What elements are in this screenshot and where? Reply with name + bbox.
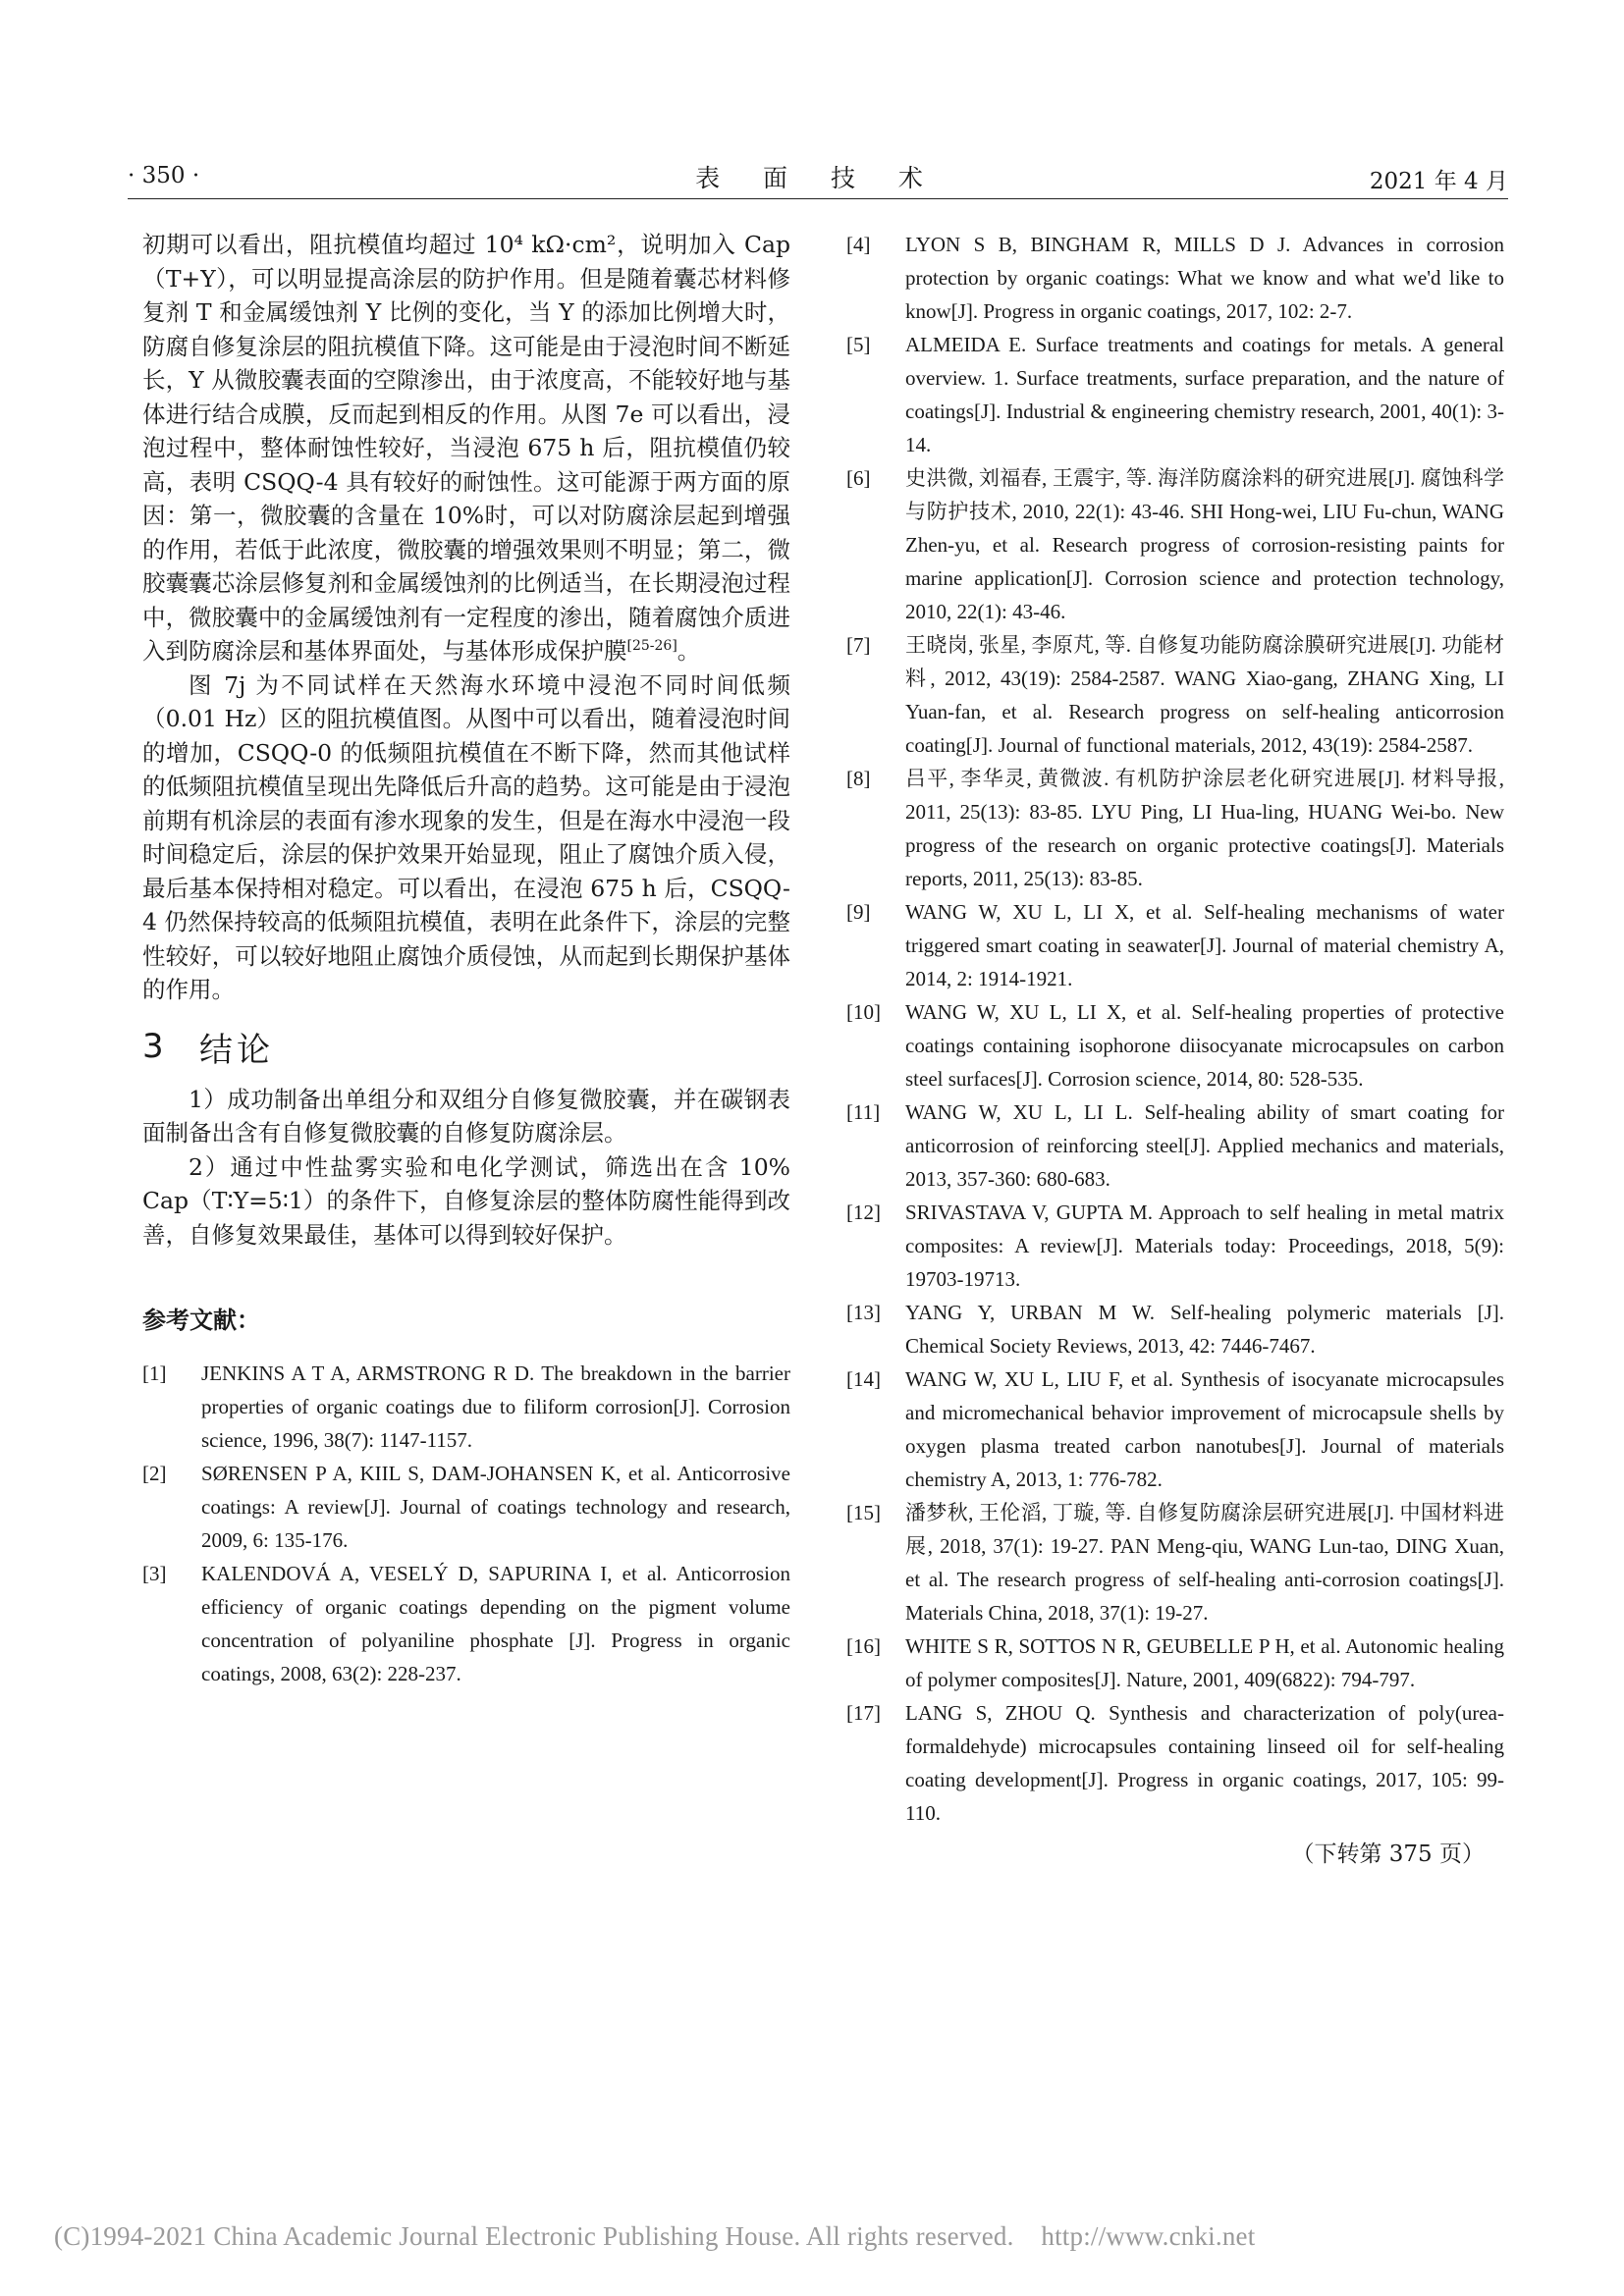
reference-text: WANG W, XU L, LIU F, et al. Synthesis of isocyanate microcapsules and micromechanical behavior improvement of microcapsule shells by oxygen plasma treated carbon nanotubes[J]. Journal of materials chemistry A, 2013, 1: 776-782. xyxy=(905,1367,1504,1491)
reference-number: [13] xyxy=(846,1301,881,1324)
body-paragraph xyxy=(142,228,790,668)
reference-item xyxy=(142,1557,790,1690)
running-header xyxy=(128,157,1508,196)
reference-text: YANG Y, URBAN M W. Self-healing polymeric materials [J]. Chemical Society Reviews, 2013, 42: 7446-7467. xyxy=(905,1301,1504,1358)
section-title: 结论 xyxy=(199,1030,274,1070)
copyright-text: (C)1994-2021 China Academic Journal Electronic Publishing House. All rights reserved. xyxy=(54,2221,1014,2251)
right-column xyxy=(846,228,1504,1868)
reference-text: 吕平, 李华灵, 黄微波. 有机防护涂层老化研究进展[J]. 材料导报, 2011, 25(13): 83-85. LYU Ping, LI Hua-ling, HUANG Wei-bo. New progress of the research on organic protective coatings[J]. Materials reports, 2011, 25(13): 83-85. xyxy=(905,767,1504,890)
reference-number: [12] xyxy=(846,1201,881,1224)
reference-text: LYON S B, BINGHAM R, MILLS D J. Advances in corrosion protection by organic coatings: What we know and what we'd like to know[J]. Progress in organic coatings, 2017, 102: 2-7. xyxy=(905,233,1504,323)
reference-text: WANG W, XU L, LI X, et al. Self-healing mechanisms of water triggered smart coating in seawater[J]. Journal of material chemistry A, 2014, 2: 1914-1921. xyxy=(905,900,1504,990)
references-heading: 参考文献： xyxy=(142,1306,260,1334)
reference-item xyxy=(846,1629,1504,1696)
paragraph-text: 初期可以看出，阻抗模值均超过 10⁴ kΩ·cm²，说明加入 Cap（T+Y），可以明显提高涂层的防护作用。但是随着囊芯材料修复剂 T 和金属缓蚀剂 Y 比例的变化，当 Y 的添加比例增大时，防腐自修复涂层的阻抗模值下降。这可能是由于浸泡时间不断延长，Y 从微胶囊表面的空隙渗出，由于浓度高，不能较好地与基体进行结合成膜，反而起到相反的作用。从图 7e 可以看出，浸泡过程中，整体耐蚀性较好，当浸泡 675 h 后，阻抗模值仍较高，表明 CSQQ-4 具有较好的耐蚀性。这可能源于两方面的原因：第一，微胶囊的含量在 10%时，可以对防腐涂层起到增强的作用，若低于此浓度，微胶囊的增强效果则不明显；第二，微胶囊囊芯涂层修复剂和金属缓蚀剂的比例适当，在长期浸泡过程中，微胶囊中的金属缓蚀剂有一定程度的渗出，随着腐蚀介质进入到防腐涂层和基体界面处，与基体形成保护膜 xyxy=(142,231,790,665)
header-rule xyxy=(128,198,1508,199)
reference-number: [8] xyxy=(846,767,871,790)
footer-url[interactable]: http://www.cnki.net xyxy=(1041,2221,1256,2251)
reference-item xyxy=(846,1095,1504,1196)
reference-item xyxy=(846,895,1504,995)
reference-list-right xyxy=(846,228,1504,1830)
body-paragraph: 图 7j 为不同试样在天然海水环境中浸泡不同时间低频（0.01 Hz）区的阻抗模值图。从图中可以看出，随着浸泡时间的增加，CSQQ-0 的低频阻抗模值在不断下降，然而其他试样的低频阻抗模值呈现出先降低后升高的趋势。这可能是由于浸泡前期有机涂层的表面有渗水现象的发生，但是在海水中浸泡一段时间稳定后，涂层的保护效果开始显现，阻止了腐蚀介质入侵，最后基本保持相对稳定。可以看出，在浸泡 675 h 后，CSQQ-4 仍然保持较高的低频阻抗模值，表明在此条件下，涂层的完整性较好，可以较好地阻止腐蚀介质侵蚀，从而起到长期保护基体的作用。 xyxy=(142,670,790,1003)
reference-text: 史洪微, 刘福春, 王震宇, 等. 海洋防腐涂料的研究进展[J]. 腐蚀科学与防护技术, 2010, 22(1): 43-46. SHI Hong-wei, LIU Fu-chun, WANG Zhen-yu, et al. Research progress of corrosion-resisting paints for marine application[J]. Corrosion science and protection technology, 2010, 22(1): 43-46. xyxy=(905,466,1504,623)
reference-number: [1] xyxy=(142,1362,167,1385)
reference-text: 王晓岗, 张星, 李原芃, 等. 自修复功能防腐涂膜研究进展[J]. 功能材料, 2012, 43(19): 2584-2587. WANG Xiao-gang, ZHANG Xing, LI Yuan-fan, et al. Research progress on self-healing anticorrosion coating[J]. Journal of functional materials, 2012, 43(19): 2584-2587. xyxy=(905,633,1504,757)
reference-number: [6] xyxy=(846,466,871,490)
paragraph-end: 。 xyxy=(677,637,701,665)
issue-date: 2021 年 4 月 xyxy=(1369,169,1508,194)
reference-text: KALENDOVÁ A, VESELÝ D, SAPURINA I, et al. Anticorrosion efficiency of organic coatings depending on the pigment volume concentration of polyaniline phosphate [J]. Progress in organic coatings, 2008, 63(2): 228-237. xyxy=(201,1562,790,1685)
reference-number: [9] xyxy=(846,900,871,924)
reference-item xyxy=(846,1296,1504,1362)
reference-text: WHITE S R, SOTTOS N R, GEUBELLE P H, et al. Autonomic healing of polymer composites[J]. Nature, 2001, 409(6822): 794-797. xyxy=(905,1634,1504,1691)
continued-note: （下转第 375 页） xyxy=(1291,1842,1485,1867)
reference-number: [15] xyxy=(846,1501,881,1524)
reference-number: [7] xyxy=(846,633,871,657)
reference-item xyxy=(846,1196,1504,1296)
citation: [25-26] xyxy=(626,638,677,655)
journal-title: 表 面 技 术 xyxy=(695,164,941,192)
reference-item xyxy=(846,995,1504,1095)
reference-text: ALMEIDA E. Surface treatments and coatings for metals. A general overview. 1. Surface treatments, surface preparation, and the nature of coatings[J]. Industrial & engineering chemistry research, 2001, 40(1): 3-14. xyxy=(905,333,1504,456)
section-heading xyxy=(142,1023,790,1071)
reference-text: JENKINS A T A, ARMSTRONG R D. The breakdown in the barrier properties of organic coatings due to filiform corrosion[J]. Corrosion science, 1996, 38(7): 1147-1157. xyxy=(201,1362,790,1452)
reference-number: [17] xyxy=(846,1701,881,1725)
section-number: 3 xyxy=(142,1027,164,1066)
reference-list-left xyxy=(142,1357,790,1690)
reference-text: 潘梦秋, 王伦滔, 丁璇, 等. 自修复防腐涂层研究进展[J]. 中国材料进展, 2018, 37(1): 19-27. PAN Meng-qiu, WANG Lun-tao, DING Xuan, et al. The research progress of self-healing anti-corrosion coatings[J]. Materials China, 2018, 37(1): 19-27. xyxy=(905,1501,1504,1625)
conclusion-item: 1）成功制备出单组分和双组分自修复微胶囊，并在碳钢表面制备出含有自修复微胶囊的自修复防腐涂层。 xyxy=(142,1085,790,1147)
conclusion-item: 2）通过中性盐雾实验和电化学测试，筛选出在含 10% Cap（T∶Y=5∶1）的条件下，自修复涂层的整体防腐性能得到改善，自修复效果最佳，基体可以得到较好保护。 xyxy=(142,1152,790,1249)
reference-text: LANG S, ZHOU Q. Synthesis and characterization of poly(urea-formaldehyde) microcapsules containing linseed oil for self-healing coating development[J]. Progress in organic coatings, 2017, 105: 99-110. xyxy=(905,1701,1504,1825)
reference-number: [14] xyxy=(846,1367,881,1391)
reference-number: [11] xyxy=(846,1100,881,1124)
reference-text: WANG W, XU L, LI X, et al. Self-healing properties of protective coatings containing isophorone diisocyanate microcapsules on carbon steel surfaces[J]. Corrosion science, 2014, 80: 528-535. xyxy=(905,1000,1504,1091)
left-column xyxy=(142,228,790,1690)
page-number: · 350 · xyxy=(128,163,200,188)
reference-item xyxy=(846,1496,1504,1629)
reference-item xyxy=(846,328,1504,461)
reference-number: [2] xyxy=(142,1462,167,1485)
reference-item xyxy=(142,1357,790,1457)
reference-number: [16] xyxy=(846,1634,881,1658)
reference-text: WANG W, XU L, LI L. Self-healing ability of smart coating for anticorrosion of reinforcing steel[J]. Applied mechanics and materials, 2013, 357-360: 680-683. xyxy=(905,1100,1504,1191)
reference-number: [10] xyxy=(846,1000,881,1024)
reference-item xyxy=(846,628,1504,762)
reference-text: SØRENSEN P A, KIIL S, DAM-JOHANSEN K, et al. Anticorrosive coatings: A review[J]. Journal of coatings technology and research, 2009, 6: 135-176. xyxy=(201,1462,790,1552)
copyright-footer xyxy=(54,2221,1624,2252)
reference-number: [5] xyxy=(846,333,871,356)
reference-number: [3] xyxy=(142,1562,167,1585)
reference-number: [4] xyxy=(846,233,871,256)
reference-item xyxy=(846,228,1504,328)
reference-item xyxy=(846,762,1504,895)
reference-item xyxy=(846,1362,1504,1496)
reference-item xyxy=(846,461,1504,628)
reference-item xyxy=(846,1696,1504,1830)
reference-item xyxy=(142,1457,790,1557)
reference-text: SRIVASTAVA V, GUPTA M. Approach to self healing in metal matrix composites: A review[J]. Materials today: Proceedings, 2018, 5(9): 19703-19713. xyxy=(905,1201,1504,1291)
